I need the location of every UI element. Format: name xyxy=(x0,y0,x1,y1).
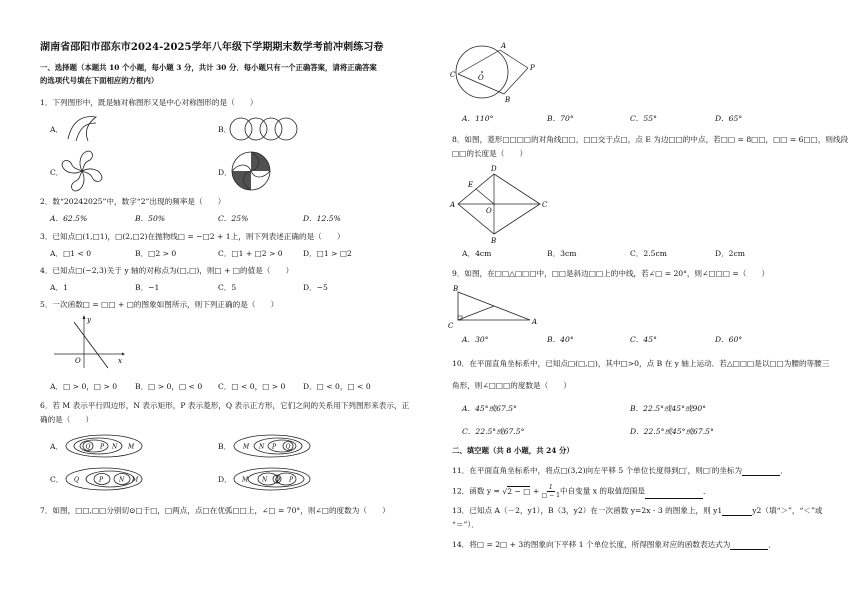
q9-stem: 9．如图，在□□△□□□中，□□是斜边□□上的中线，若∠□ = 20°，则∠□□□ =（ ） xyxy=(452,269,770,278)
svg-text:P: P xyxy=(100,443,105,451)
q8-figure xyxy=(450,165,552,245)
q11-line: 11．在平面直角坐标系中，将点□(3,2)向左平移 5 个单位长度得到□′，则□′的坐标为 ． xyxy=(452,466,788,475)
q12-stem-b: 中自变量 x 的取值范围是 xyxy=(559,486,645,496)
q1-stem: 1．下列图形中，既是轴对称图形又是中心对称图形的是（ ） xyxy=(40,98,258,107)
q12-line: 12．函数 y = √2 − □ + $\frac{1}{□ - 1}$ 中自变量 x 的取值范围是 ． xyxy=(452,484,711,499)
svg-text:N: N xyxy=(259,443,265,451)
q3-stem: 3．已知点□(1,□1)，□(2,□2)在抛物线□ = −□2 + 1上，则下列表述正确的是（ ） xyxy=(40,232,345,241)
q13-line xyxy=(452,505,822,516)
svg-text:M: M xyxy=(243,443,250,451)
q3-option-d: D．□1 > □2 xyxy=(303,249,352,258)
q5-graph-y-label: y xyxy=(87,316,91,324)
svg-text:B: B xyxy=(453,285,459,293)
q13-stem-line2: “＝”）． xyxy=(452,520,479,529)
q6-figure-d xyxy=(232,466,312,492)
svg-text:P: P xyxy=(99,476,104,484)
svg-text:C: C xyxy=(450,71,456,79)
q1-option-c-label: C． xyxy=(50,168,64,177)
q13-stem-a: 13．已知点 A（－2，y1），B（3，y2）在一次函数 y=2x - 3 的图象上，则 y1 xyxy=(452,506,723,515)
svg-text:M: M xyxy=(242,476,249,484)
q1-figure-a xyxy=(62,111,106,145)
svg-text:B: B xyxy=(505,96,511,104)
q6-figure-c xyxy=(64,466,144,492)
q6-figure-a xyxy=(64,433,144,459)
q2-option-d: D．12.5% xyxy=(303,214,341,223)
svg-text:C: C xyxy=(542,201,548,209)
q6-stem-line1: 6．若 M 表示平行四边形，N 表示矩形，P 表示菱形，Q 表示正方形，它们之间的关系用下列图形来表示，正 xyxy=(40,401,410,410)
svg-text:M: M xyxy=(128,443,135,451)
q4-option-b: B．−1 xyxy=(135,283,160,292)
q1-option-a-label: A． xyxy=(50,125,64,134)
q8-option-c: C．2.5cm xyxy=(630,249,667,258)
q4-option-c: C．5 xyxy=(218,283,237,292)
q8-option-a: A．4cm xyxy=(462,249,492,258)
q9-option-b: B．40° xyxy=(547,335,574,344)
svg-text:P: P xyxy=(289,476,294,484)
svg-text:E: E xyxy=(468,181,474,189)
q10-stem-line1: 10．在平面直角坐标系中，已知点□(□,□)，其中□>0，点 B 在 y 轴上运动．若△□□□是以□□为腰的等腰三 xyxy=(452,359,830,368)
q10-option-c: C．22.5°或67.5° xyxy=(462,427,525,436)
q5-option-d: D．□ < 0，□ < 0 xyxy=(303,382,371,391)
svg-text:Q: Q xyxy=(285,443,291,451)
q8-option-b: B．3cm xyxy=(547,249,577,258)
page-title: 湖南省邵阳市邵东市2024-2025学年八年级下学期期末数学考前冲刺练习卷 xyxy=(40,42,384,53)
svg-text:N: N xyxy=(262,476,268,484)
q5-graph xyxy=(50,314,126,370)
q6-option-c-label: C． xyxy=(50,475,64,484)
q1-option-b-label: B． xyxy=(218,125,232,134)
svg-text:A: A xyxy=(501,42,507,50)
q3-option-b: B．□2 > 0 xyxy=(135,249,177,258)
q6-option-b-label: B． xyxy=(218,442,232,451)
q13-stem-b: y2（填“＞”，“＜”或 xyxy=(752,506,823,515)
q8-stem-line2: □□的长度是（ ） xyxy=(452,149,528,158)
q4-stem: 4．已知点□(−2,3)关于 y 轴的对称点为(□,□)，则□ + □的值是（ ） xyxy=(40,266,294,275)
svg-text:M: M xyxy=(132,476,139,484)
q2-stem: 2．数“20242025”中，数字“2”出现的频率是（ ） xyxy=(40,197,226,206)
q6-figure-b xyxy=(232,433,312,459)
q5-option-a: A．□ > 0，□ > 0 xyxy=(50,382,118,391)
q12-fraction: $\frac{1}{□ - 1}$ xyxy=(541,484,560,499)
q9-option-c: C．45° xyxy=(630,335,657,344)
svg-text:P: P xyxy=(272,443,277,451)
q5-option-b: B．□ > 0，□ < 0 xyxy=(135,382,203,391)
svg-text:A: A xyxy=(532,318,538,326)
q2-option-c: C．25% xyxy=(218,214,249,223)
svg-text:Q: Q xyxy=(74,476,79,484)
q1-figure-d xyxy=(230,150,272,192)
q9-option-a: A．30° xyxy=(462,335,489,344)
svg-text:N: N xyxy=(112,443,118,451)
svg-text:N: N xyxy=(119,476,125,484)
q13-answer-blank[interactable] xyxy=(722,507,752,516)
q4-option-a: A．1 xyxy=(50,283,68,292)
q7-figure xyxy=(452,38,544,104)
svg-text:O: O xyxy=(478,74,484,82)
q6-option-d-label: D． xyxy=(218,475,232,484)
q10-option-a: A．45°或67.5° xyxy=(462,404,517,413)
q8-stem-line1: 8．如图，菱形□□□□的对角线□□，□□交于点□，点 E 为边□□的中点，若□□ = 8□□，□□ = 6□□，则线段 xyxy=(452,135,849,144)
q10-option-d: D．22.5°或45°或67.5° xyxy=(630,427,714,436)
q5-graph-x-label: x xyxy=(118,357,122,365)
section1-heading-line1: 一、选择题（本题共 10 个小题，每小题 3 分，共计 30 分．每小题只有一个正确答案，请将正确答案 xyxy=(40,63,377,72)
svg-text:O: O xyxy=(486,207,492,215)
q14-stem: 14．将□ = 2□ + 3的图象向下平移 1 个单位长度，所得图象对应的函数表达式为 xyxy=(452,540,731,549)
q1-option-d-label: D． xyxy=(218,168,232,177)
q7-option-b: B．70° xyxy=(547,114,574,123)
q12-sqrt: √2 − □ xyxy=(502,486,531,496)
q7-option-a: A．110° xyxy=(462,114,494,123)
svg-text:B: B xyxy=(491,237,497,245)
svg-text:P: P xyxy=(530,64,535,72)
q3-option-a: A．□1 < 0 xyxy=(50,249,92,258)
q14-line: 14．将□ = 2□ + 3的图象向下平移 1 个单位长度，所得图象对应的函数表达式为 ． xyxy=(452,540,776,549)
q1-figure-c xyxy=(62,148,102,194)
svg-text:Q: Q xyxy=(85,443,91,451)
q11-stem: 11．在平面直角坐标系中，将点□(3,2)向左平移 5 个单位长度得到□′，则□′的坐标为 xyxy=(452,466,743,475)
q8-option-d: D．2cm xyxy=(715,249,745,258)
q5-option-c: C．□ < 0，□ > 0 xyxy=(218,382,286,391)
q12-answer-blank[interactable] xyxy=(645,490,703,499)
q7-option-d: D．65° xyxy=(715,114,743,123)
q5-stem: 5．一次函数□ = □□ + □的图象如图所示，则下列正确的是（ ） xyxy=(40,300,279,309)
q6-option-a-label: A． xyxy=(50,442,64,451)
q14-answer-blank[interactable] xyxy=(730,541,768,550)
q9-figure xyxy=(448,284,542,330)
q6-stem-line2: 确的是（ ） xyxy=(40,415,94,424)
q10-option-b: B．22.5°或45°或90° xyxy=(630,404,706,413)
section1-heading-line2: 的选项代号填在下面相应的方框内） xyxy=(40,76,159,85)
svg-text:D: D xyxy=(491,165,497,173)
svg-text:C: C xyxy=(448,322,454,330)
q5-graph-origin: O xyxy=(75,357,81,365)
q9-option-d: D．60° xyxy=(715,335,743,344)
svg-text:Q: Q xyxy=(275,476,280,484)
section2-heading: 二、填空题（共 8 小题，共 24 分） xyxy=(452,446,574,455)
svg-text:A: A xyxy=(450,201,456,209)
q2-option-a: A．62.5% xyxy=(50,214,88,223)
q12-stem-a: 12．函数 y = xyxy=(452,486,500,496)
q10-stem-line2: 角形，则∠□□□的度数是（ ） xyxy=(452,381,572,390)
q7-stem: 7．如图，□□,□□分别切⊙□于□，□两点，点□在优弧□□上，∠□ = 70°，则∠□的度数为（ ） xyxy=(40,506,390,515)
q3-option-c: C．□1 + □2 > 0 xyxy=(218,249,283,258)
q2-option-b: B．50% xyxy=(135,214,166,223)
q4-option-d: D．−5 xyxy=(303,283,328,292)
q11-answer-blank[interactable] xyxy=(742,467,780,476)
q7-option-c: C．55° xyxy=(630,114,657,123)
q1-figure-b xyxy=(230,116,296,142)
